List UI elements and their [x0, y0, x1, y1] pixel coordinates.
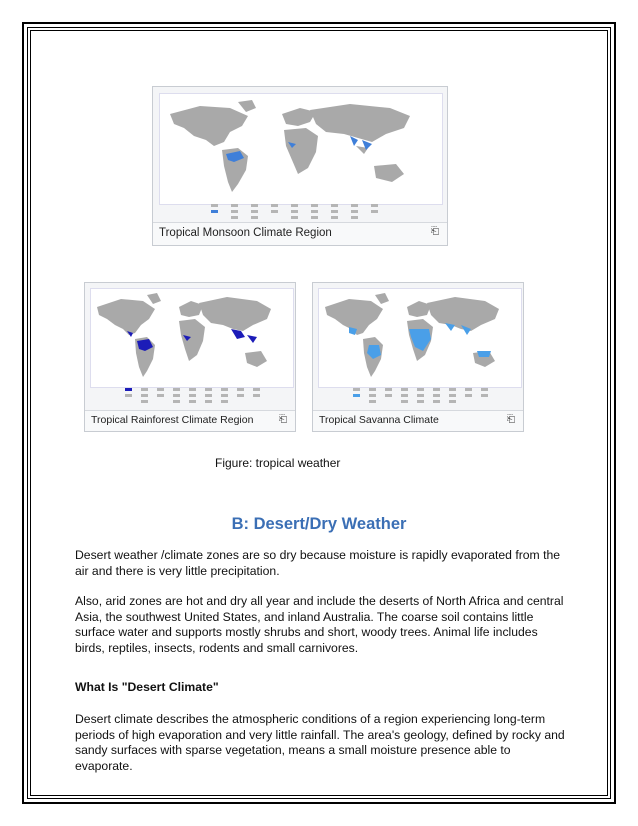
monsoon-world-map [159, 93, 443, 205]
expand-icon[interactable]: ⎗ [507, 414, 515, 425]
body-text [75, 594, 565, 656]
rainforest-legend [125, 388, 265, 406]
expand-icon[interactable]: ⎗ [279, 414, 287, 425]
savanna-world-map [318, 288, 522, 388]
body-text [75, 548, 565, 579]
figure-tropical-rainforest[interactable] [84, 282, 296, 432]
paragraph: Desert weather /climate zones are so dry because moisture is rapidly evaporated from the air and there is very little precipitation. [75, 548, 561, 578]
paragraph: Desert climate describes the atmospheric conditions of a region experiencing long-term periods of high evaporation and very little rainfall. The area's geology, defined by rocky and sandy surfaces with sparse vegetation, means a small moisture presence able to evaporate. [75, 712, 565, 773]
world-map-svg [160, 94, 442, 204]
expand-icon[interactable]: ⎗ [431, 226, 439, 237]
figure-caption-savanna: Tropical Savanna Climate [319, 414, 439, 426]
paragraph: Also, arid zones are hot and dry all year and include the deserts of North Africa and central Asia, the southwest United States, and inland Australia. The coarse soil contains little surface water and supports mostly shrubs and short, woody trees. Animal life includes birds, reptiles, insects, rodents and small carnivores. [75, 594, 564, 655]
savanna-legend [353, 388, 493, 406]
figure-caption: Figure: tropical weather [215, 456, 341, 470]
section-title: B: Desert/Dry Weather [231, 515, 407, 533]
body-text [75, 712, 565, 774]
figure-tropical-monsoon[interactable] [152, 86, 448, 246]
figure-caption-rainforest: Tropical Rainforest Climate Region [91, 414, 254, 426]
rainforest-world-map [90, 288, 294, 388]
world-map-svg [319, 289, 521, 387]
figure-tropical-savanna[interactable] [312, 282, 524, 432]
subheading: What Is "Desert Climate" [75, 680, 219, 694]
world-map-svg [91, 289, 293, 387]
figure-caption-monsoon: Tropical Monsoon Climate Region [159, 227, 332, 239]
monsoon-legend [211, 204, 391, 222]
